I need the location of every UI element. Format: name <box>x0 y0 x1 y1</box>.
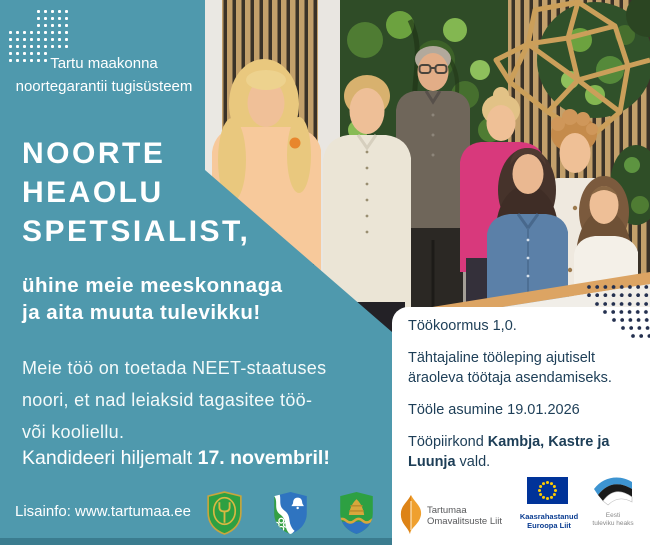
badge-line2: noortegarantii tugisüsteem <box>15 78 193 95</box>
luunja-coat-of-arms-icon <box>336 491 377 535</box>
poster-body: Meie töö on toetada NEET-staatuses noori, et nad leiaksid tagasitee töö- või kooliellu. <box>22 358 327 442</box>
badge-line1: Tartu maakonna <box>50 55 158 72</box>
contract-text: Tähtajaline tööleping ajutiselt äraoleva töötaja asendamiseks. <box>408 350 612 386</box>
eu-cofunded-label: Kaasrahastanud Euroopa Liit <box>519 512 579 530</box>
program-badge <box>0 52 208 98</box>
poster-title: NOORTE HEAOLU SPETSIALIST, <box>22 137 251 248</box>
estonia-flag-logo-icon <box>591 474 635 510</box>
eu-flag-icon <box>527 477 568 504</box>
region-text: Tööpiirkond Kambja, Kastre ja Luunja vald. <box>408 434 610 470</box>
tartumaa-omavalitsuste-liit-label: Tartumaa Omavalitsuste Liit <box>427 505 502 527</box>
deadline-date: 17. novembril! <box>197 447 330 469</box>
bottom-shade-strip <box>0 538 392 545</box>
poster-subtitle: ühine meie meeskonnaga ja aita muuta tulevikku! <box>22 274 283 324</box>
deadline-text: Kandideeri hiljemalt 17. novembril! <box>22 447 330 469</box>
estonia-future-label: Eesti tuleviku heaks <box>592 512 634 527</box>
kambja-coat-of-arms-icon <box>204 491 245 535</box>
job-details <box>408 316 640 484</box>
lisainfo-text: Lisainfo: www.tartumaa.ee <box>15 503 191 520</box>
workload-text: Töökoormus 1,0. <box>408 318 517 334</box>
kastre-coat-of-arms-icon <box>270 491 311 535</box>
start-date-text: Tööle asumine 19.01.2026 <box>408 402 580 418</box>
tartumaa-omavalitsuste-liit-logo-icon <box>398 494 424 536</box>
